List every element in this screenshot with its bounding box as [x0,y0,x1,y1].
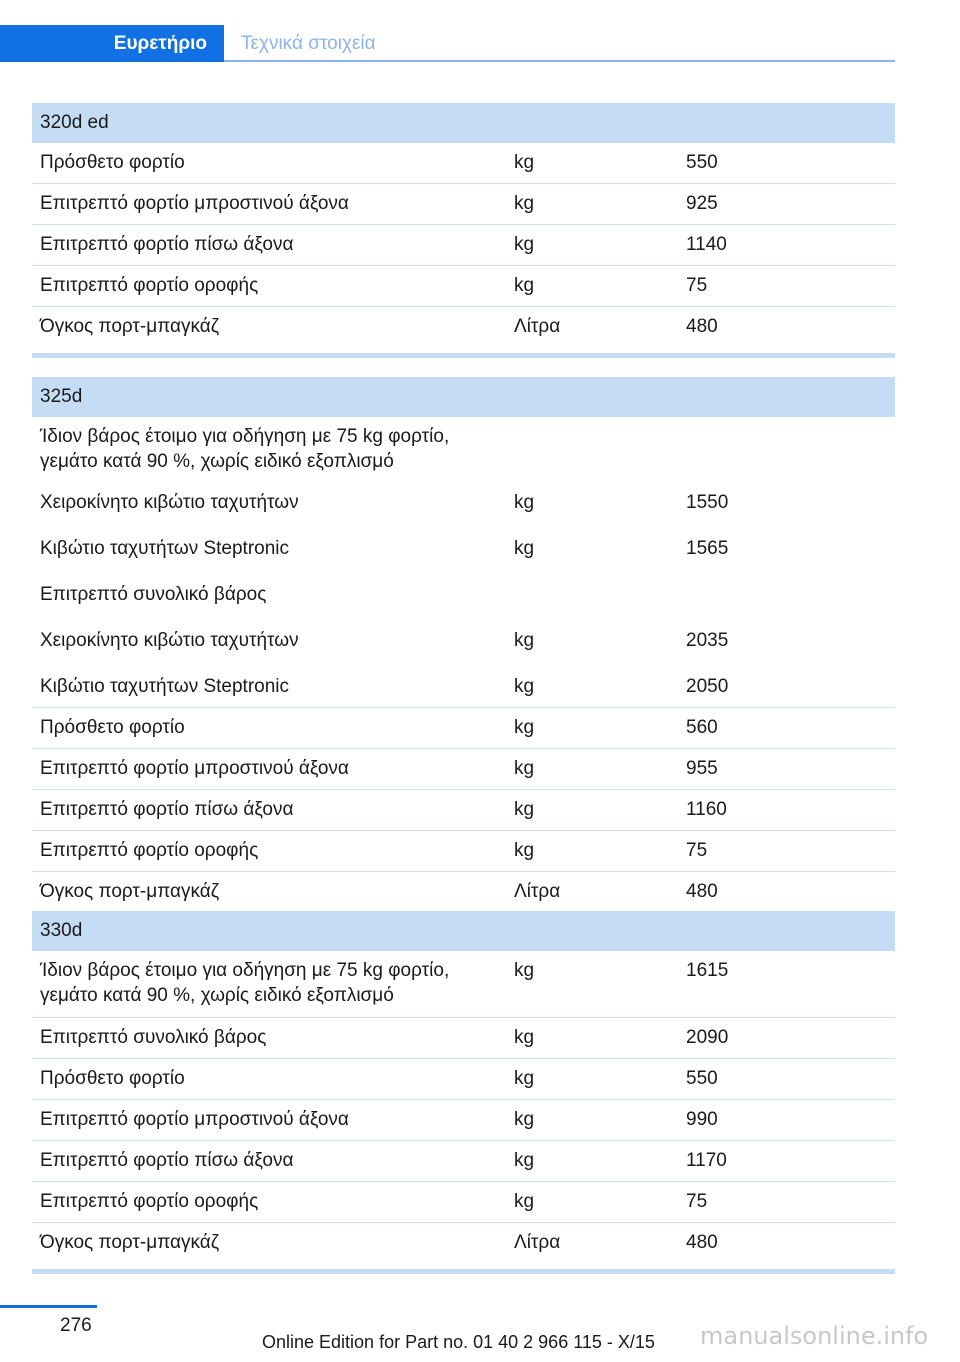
table-row [32,1018,895,1059]
table-end-rule [32,1269,895,1274]
row-label: Πρόσθετο φορτίο [40,152,185,173]
row-value: 480 [686,881,718,902]
page-number: 276 [60,1315,92,1336]
spec-table-320d-ed [32,103,895,358]
row-value: 1170 [686,1150,727,1171]
table-row [32,266,895,307]
row-unit: Λίτρα [514,316,561,337]
table-row [32,749,895,790]
row-value: 2090 [686,1027,729,1048]
row-unit: kg [514,1027,535,1048]
row-value: 75 [686,275,708,296]
row-value: 550 [686,1068,718,1089]
row-value: 75 [686,1191,708,1212]
row-value: 550 [686,152,718,173]
row-value [678,424,895,474]
row-value: 2035 [686,630,729,651]
row-value: 2050 [686,676,729,697]
row-label: Επιτρεπτό φορτίο πίσω άξονα [40,234,294,255]
table-row [32,667,895,708]
row-value: 75 [686,840,708,861]
row-value: 1550 [686,492,729,513]
table-row [32,529,895,575]
row-label: Όγκος πορτ-μπαγκάζ [40,1232,220,1253]
row-value: 1140 [686,234,727,255]
row-label: Επιτρεπτό φορτίο οροφής [40,1191,259,1212]
row-unit: kg [514,152,535,173]
row-unit: kg [514,538,535,559]
table-row [32,307,895,353]
table-row [32,225,895,266]
table-row [32,1141,895,1182]
edition-text: Online Edition for Part no. 01 40 2 966 115 - X/15 [262,1332,655,1352]
row-unit: kg [514,840,535,861]
row-unit: kg [514,275,535,296]
row-label: Επιτρεπτό φορτίο πίσω άξονα [40,1150,294,1171]
table-row [32,1223,895,1269]
table-row [32,708,895,749]
row-label: Κιβώτιο ταχυτήτων Steptronic [40,676,290,697]
row-label: Επιτρεπτό φορτίο μπροστινού άξονα [40,758,349,779]
watermark: manualsonline.info [700,1322,929,1350]
tab-index[interactable]: Ευρετήριο [0,25,224,62]
row-unit: kg [514,717,535,738]
row-value: 990 [686,1109,718,1130]
table-row [32,1059,895,1100]
spec-table-330d [32,911,895,1274]
table-row [32,1182,895,1223]
spec-table-header: 325d [32,377,895,417]
spec-table-325d [32,377,895,923]
table-row [32,575,895,621]
row-label: Χειροκίνητο κιβώτιο ταχυτήτων [40,492,299,513]
table-row [32,951,895,1018]
row-label: Όγκος πορτ-μπαγκάζ [40,316,220,337]
row-unit: kg [514,234,535,255]
row-value: 560 [686,717,718,738]
table-row [32,483,895,529]
row-label: Κιβώτιο ταχυτήτων Steptronic [40,538,290,559]
tab-technical-data[interactable]: Τεχνικά στοιχεία [241,32,376,54]
row-label: Πρόσθετο φορτίο [40,717,185,738]
row-label: Επιτρεπτό φορτίο μπροστινού άξονα [40,1109,349,1130]
row-label: Ίδιον βάρος έτοιμο για οδήγηση με 75 kg φορτίο, γεμάτο κατά 90 %, χωρίς ειδικό εξοπλισμό [40,960,450,1006]
spec-table-header: 330d [32,911,895,951]
nav-divider [224,60,895,62]
row-unit: kg [514,492,535,513]
top-navigation [0,25,895,62]
row-unit [506,424,678,474]
row-unit: kg [514,1068,535,1089]
table-row [32,417,895,483]
row-unit: kg [514,1150,535,1171]
row-unit: kg [514,960,535,981]
row-value: 1615 [686,960,729,981]
row-unit: kg [514,676,535,697]
table-row [32,831,895,872]
table-row [32,790,895,831]
row-label: Επιτρεπτό συνολικό βάρος [40,1027,267,1048]
row-unit: kg [514,630,535,651]
row-unit [506,582,678,607]
row-value: 480 [686,1232,718,1253]
row-label: Επιτρεπτό φορτίο πίσω άξονα [40,799,294,820]
row-value: 1565 [686,538,729,559]
table-row [32,143,895,184]
table-end-rule [32,353,895,358]
row-value [678,582,895,607]
row-label: Επιτρεπτό φορτίο μπροστινού άξονα [40,193,349,214]
row-label: Επιτρεπτό φορτίο οροφής [40,840,259,861]
row-unit: kg [514,1191,535,1212]
table-row [32,1100,895,1141]
row-unit: Λίτρα [514,881,561,902]
row-value: 1160 [686,799,727,820]
row-label: Πρόσθετο φορτίο [40,1068,185,1089]
row-unit: kg [514,1109,535,1130]
table-row [32,184,895,225]
row-label: Ίδιον βάρος έτοιμο για οδήγηση με 75 kg φορτίο, γεμάτο κατά 90 %, χωρίς ειδικό εξοπλισμό [40,426,450,472]
row-unit: kg [514,799,535,820]
table-row [32,621,895,667]
footer-rule [0,1305,97,1308]
row-value: 925 [686,193,718,214]
row-value: 480 [686,316,718,337]
row-label: Όγκος πορτ-μπαγκάζ [40,881,220,902]
spec-table-header: 320d ed [32,103,895,143]
row-label: Επιτρεπτό φορτίο οροφής [40,275,259,296]
row-unit: Λίτρα [514,1232,561,1253]
row-label: Χειροκίνητο κιβώτιο ταχυτήτων [40,630,299,651]
row-unit: kg [514,193,535,214]
row-unit: kg [514,758,535,779]
row-value: 955 [686,758,718,779]
row-label: Επιτρεπτό συνολικό βάρος [40,584,267,605]
